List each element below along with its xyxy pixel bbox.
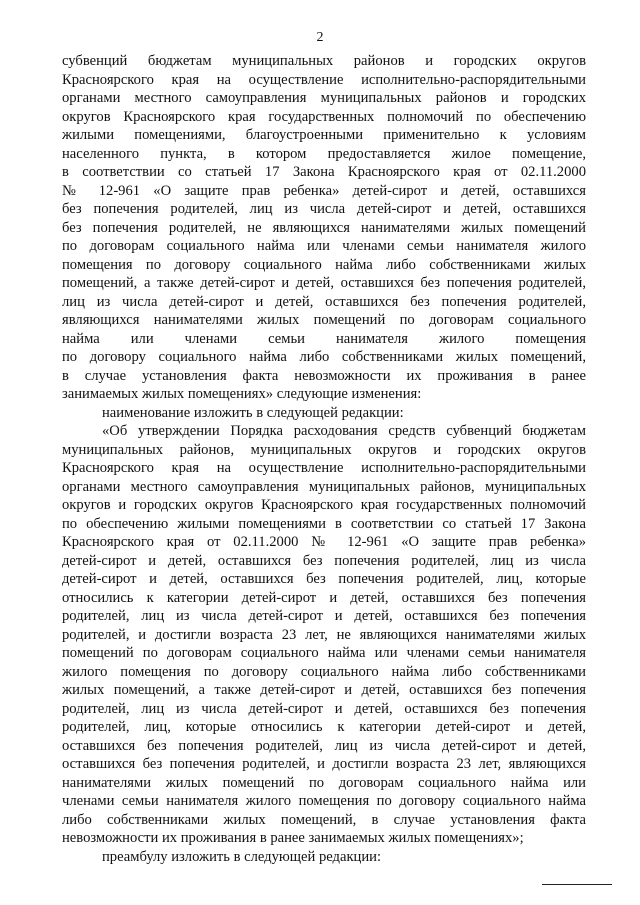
text-line: занимаемых жилых помещениях» следующие изменения: [62,386,422,402]
text-line: населенного пункта, в котором предоставляется жилое помещение, [62,145,586,162]
text-line: по договору социального найма либо собственниками жилых помещений, [62,349,586,365]
text-line: помещения по договору социального найма либо собственниками жилых [62,256,586,273]
text-line: являющихся нанимателями жилых помещений по договорам социального [62,312,586,328]
text-line: округов Красноярского края государственных полномочий по обеспечению [62,108,586,125]
text-line: помещений по договорам социального найма или членами семьи нанимателя [62,645,586,661]
text-line: органами местного самоуправления муниципальных районов, муниципальных [62,478,586,495]
text-line: в случае установления факта невозможности их проживания в ранее [62,367,586,384]
text-line: без попечения родителей, не являющихся нанимателями жилых помещений [62,219,586,236]
text-line: относились к категории детей-сирот и детей, оставшихся без попечения [62,589,586,606]
text-line: № 12-961 «О защите прав ребенка» детей-сирот и детей, оставшихся [62,182,586,199]
text-line: членами семьи нанимателя жилого помещения по договору социального найма [62,793,586,809]
text-line: либо собственниками жилых помещений, в случае установления факта [62,811,586,828]
text-line: найма или членами семьи нанимателя жилого помещения [62,330,586,347]
text-line: жилого помещения по договору социального найма либо собственниками [62,663,586,680]
text-line: родителей, и достигли возраста 23 лет, не являющихся нанимателями жилых [62,626,586,643]
paragraph-start-line: «Об утверждении Порядка расходования средств субвенций бюджетам [102,423,586,439]
text-line: детей-сирот и детей, оставшихся без попечения родителей, лиц, которые [62,571,586,587]
text-line: родителей, лиц из числа детей-сирот и детей, оставшихся без попечения [62,608,586,624]
page-number: 2 [316,30,324,45]
text-line: муниципальных районов, муниципальных округов и городских округов [62,441,586,458]
text-line: нанимателями жилых помещений по договорам социального найма или [62,774,586,791]
text-line: оставшихся без попечения родителей, лиц из числа детей-сирот и детей, [62,737,586,754]
text-line: Красноярского края на осуществление исполнительно-распорядительными [62,71,586,88]
text-line: жилыми помещениями, благоустроенными применительно к условиям [62,127,586,143]
text-line: по обеспечению жилыми помещениями в соответствии со статьей 17 Закона [62,515,586,532]
text-line: по договорам социального найма или членами семьи нанимателя жилого [62,238,586,254]
paragraph-start-line: наименование изложить в следующей редакции: [102,404,404,421]
document-body [62,52,586,866]
text-line: без попечения родителей, лиц из числа детей-сирот и детей, оставшихся [62,201,586,217]
text-line: органами местного самоуправления муниципальных районов и городских [62,90,586,106]
text-line: в соответствии со статьей 17 Закона Красноярского края от 02.11.2000 [62,164,586,180]
paragraph-start-line: преамбулу изложить в следующей редакции: [102,848,382,865]
text-line: оставшихся без попечения родителей, и достигли возраста 23 лет, являющихся [62,756,586,772]
text-line: Красноярского края от 02.11.2000 № 12-961 «О защите прав ребенка» [62,534,586,550]
text-line: жилых помещений, а также детей-сирот и детей, оставшихся без попечения [62,682,586,698]
text-line: лиц из числа детей-сирот и детей, оставшихся без попечения родителей, [62,293,586,310]
text-line: субвенций бюджетам муниципальных районов и городских округов [62,53,586,69]
bottom-rule [542,884,612,885]
text-line: родителей, лиц из числа детей-сирот и детей, оставшихся без попечения [62,700,586,717]
text-line: родителей, лиц, которые относились к категории детей-сирот и детей, [62,719,586,735]
text-line: невозможности их проживания в ранее занимаемых жилых помещениях»; [62,830,524,846]
text-line: детей-сирот и детей, оставшихся без попечения родителей, лиц из числа [62,552,586,569]
text-line: Красноярского края на осуществление исполнительно-распорядительными [62,460,586,476]
text-line: округов и городских округов Красноярского края государственных полномочий [62,497,586,513]
text-line: помещений, а также детей-сирот и детей, оставшихся без попечения родителей, [62,275,586,291]
